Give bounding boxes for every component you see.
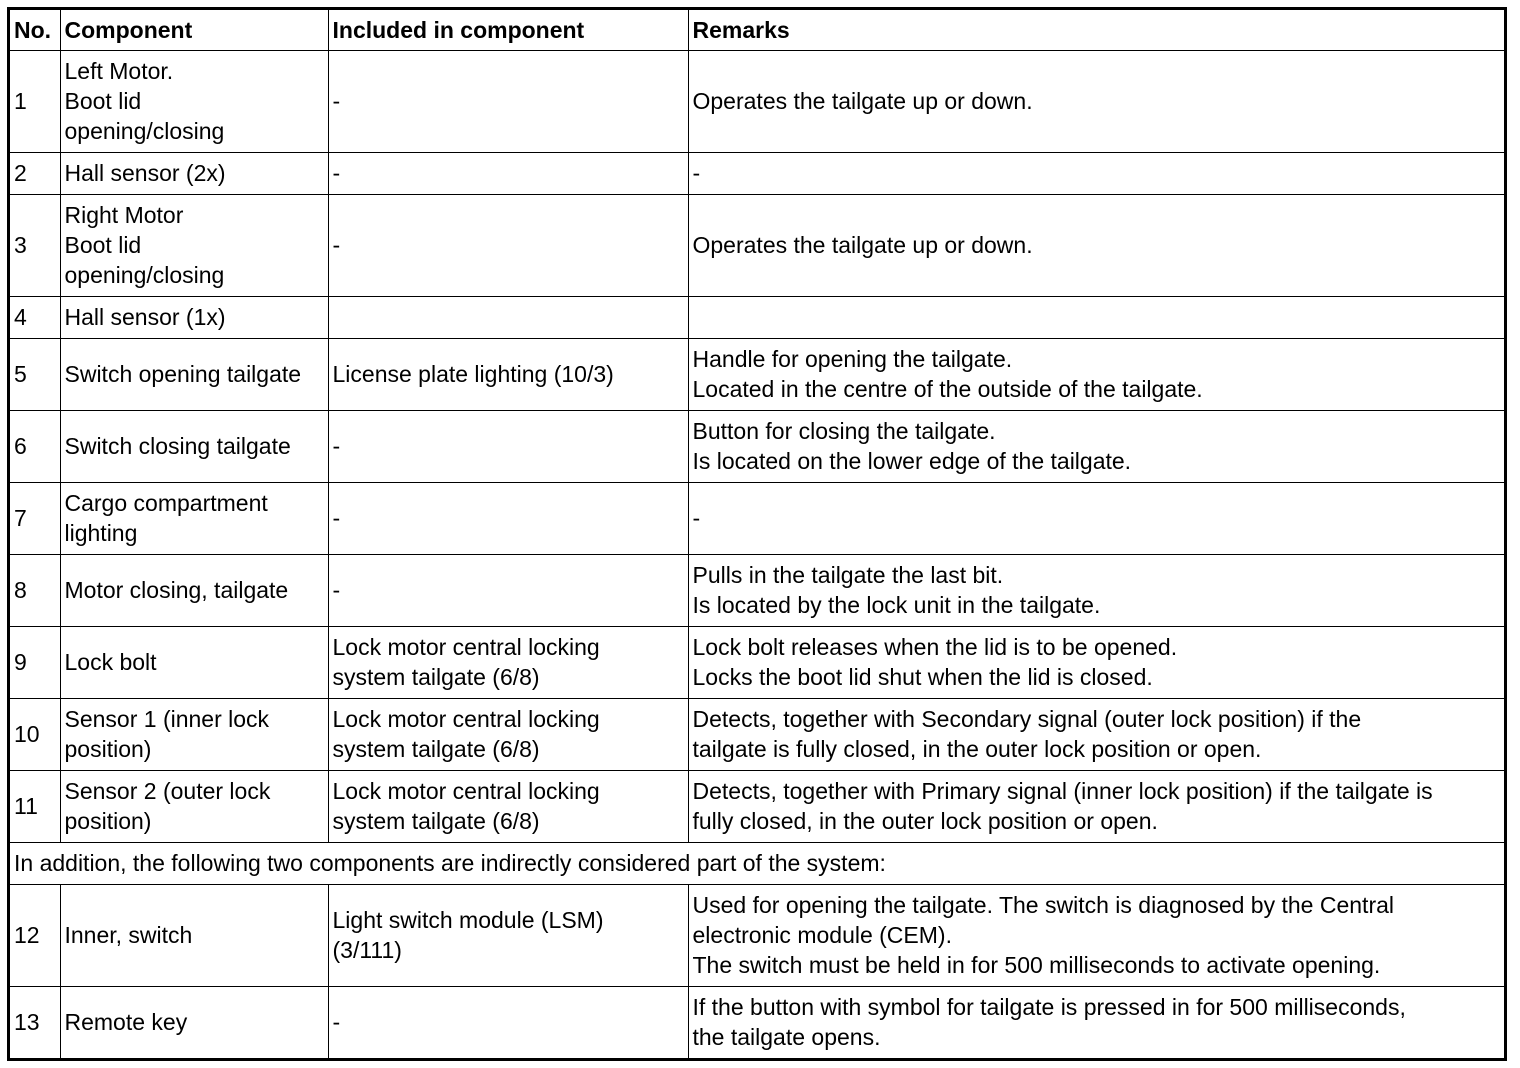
cell-included bbox=[328, 410, 688, 482]
cell-included bbox=[328, 986, 688, 1058]
cell-remarks bbox=[688, 698, 1504, 770]
table-row bbox=[10, 554, 1504, 626]
header-included: Included in component bbox=[328, 10, 688, 50]
table-row bbox=[10, 338, 1504, 410]
cell-no: 6 bbox=[10, 410, 60, 482]
cell-component-line: Switch opening tailgate bbox=[64, 361, 302, 387]
cell-no: 11 bbox=[10, 770, 60, 842]
cell-component-line: Motor closing, tailgate bbox=[64, 577, 289, 603]
cell-remarks bbox=[688, 884, 1504, 986]
table-row bbox=[10, 50, 1504, 152]
cell-component bbox=[60, 50, 328, 152]
cell-component-line: Sensor 1 (inner lock bbox=[64, 706, 270, 732]
table-row bbox=[10, 770, 1504, 842]
cell-included bbox=[328, 296, 688, 338]
cell-included-line: Light switch module (LSM) bbox=[332, 907, 604, 933]
cell-included bbox=[328, 482, 688, 554]
cell-no: 9 bbox=[10, 626, 60, 698]
table-row bbox=[10, 698, 1504, 770]
cell-remarks-line: If the button with symbol for tailgate is pressed in for 500 milliseconds, bbox=[692, 994, 1406, 1021]
cell-component bbox=[60, 554, 328, 626]
cell-included bbox=[328, 194, 688, 296]
cell-component bbox=[60, 152, 328, 194]
cell-remarks-line: Pulls in the tailgate the last bit. bbox=[692, 562, 1004, 588]
cell-component bbox=[60, 410, 328, 482]
cell-component bbox=[60, 194, 328, 296]
cell-remarks-line: Used for opening the tailgate. The switch is diagnosed by the Central bbox=[692, 892, 1394, 918]
cell-no: 3 bbox=[10, 194, 60, 296]
addition-note-row bbox=[10, 842, 1504, 884]
cell-remarks bbox=[688, 554, 1504, 626]
cell-remarks-line: Operates the tailgate up or down. bbox=[692, 232, 1033, 258]
cell-component bbox=[60, 482, 328, 554]
cell-included-line: Lock motor central locking bbox=[332, 634, 600, 660]
cell-remarks-line: electronic module (CEM). bbox=[692, 922, 952, 948]
cell-remarks-line: Handle for opening the tailgate. bbox=[692, 346, 1013, 372]
cell-remarks-line: the tailgate opens. bbox=[692, 1024, 881, 1051]
cell-remarks-line: tailgate is fully closed, in the outer lock position or open. bbox=[692, 736, 1262, 762]
cell-component-line: Boot lid bbox=[64, 88, 142, 114]
header-row bbox=[10, 10, 1504, 50]
cell-remarks-line: - bbox=[692, 160, 701, 186]
cell-component-line: Right Motor bbox=[64, 202, 184, 228]
cell-included-line: system tailgate (6/8) bbox=[332, 808, 540, 834]
cell-included-line: system tailgate (6/8) bbox=[332, 736, 540, 762]
cell-included-line: - bbox=[332, 88, 341, 114]
cell-no: 10 bbox=[10, 698, 60, 770]
cell-component-line: opening/closing bbox=[64, 262, 225, 288]
cell-component-line: Switch closing tailgate bbox=[64, 433, 291, 459]
table-body bbox=[10, 50, 1504, 1058]
cell-no: 8 bbox=[10, 554, 60, 626]
cell-remarks-line: Is located on the lower edge of the tailgate. bbox=[692, 448, 1132, 474]
cell-component bbox=[60, 884, 328, 986]
cell-remarks-line: - bbox=[692, 505, 701, 531]
header-remarks: Remarks bbox=[688, 10, 1504, 50]
cell-remarks bbox=[688, 296, 1504, 338]
cell-remarks-line: Located in the centre of the outside of the tailgate. bbox=[692, 376, 1203, 402]
cell-remarks bbox=[688, 770, 1504, 842]
cell-remarks bbox=[688, 338, 1504, 410]
cell-no: 13 bbox=[10, 986, 60, 1058]
cell-component bbox=[60, 770, 328, 842]
cell-remarks-line: The switch must be held in for 500 milliseconds to activate opening. bbox=[692, 952, 1381, 978]
cell-remarks bbox=[688, 986, 1504, 1058]
cell-included bbox=[328, 338, 688, 410]
table-row bbox=[10, 410, 1504, 482]
cell-no: 2 bbox=[10, 152, 60, 194]
cell-included bbox=[328, 152, 688, 194]
cell-remarks bbox=[688, 194, 1504, 296]
cell-remarks bbox=[688, 410, 1504, 482]
cell-included-line: - bbox=[332, 160, 341, 186]
cell-included-line: system tailgate (6/8) bbox=[332, 664, 540, 690]
cell-remarks bbox=[688, 482, 1504, 554]
table-row bbox=[10, 296, 1504, 338]
cell-remarks-line: Is located by the lock unit in the tailgate. bbox=[692, 592, 1101, 618]
cell-remarks bbox=[688, 626, 1504, 698]
cell-remarks-line: Locks the boot lid shut when the lid is closed. bbox=[692, 664, 1153, 690]
cell-no: 7 bbox=[10, 482, 60, 554]
cell-component bbox=[60, 986, 328, 1058]
cell-no: 4 bbox=[10, 296, 60, 338]
addition-note: In addition, the following two components are indirectly considered part of the system: bbox=[10, 842, 1504, 884]
cell-remarks-line: Detects, together with Primary signal (inner lock position) if the tailgate is bbox=[692, 778, 1433, 804]
cell-included bbox=[328, 50, 688, 152]
cell-component-line: Remote key bbox=[64, 1009, 188, 1036]
cell-component bbox=[60, 338, 328, 410]
cell-remarks-line: Detects, together with Secondary signal (outer lock position) if the bbox=[692, 706, 1362, 732]
component-table bbox=[10, 10, 1504, 1058]
cell-component bbox=[60, 698, 328, 770]
cell-component-line: Hall sensor (1x) bbox=[64, 304, 226, 330]
cell-remarks-line: Lock bolt releases when the lid is to be opened. bbox=[692, 634, 1178, 660]
cell-remarks-line: fully closed, in the outer lock position or open. bbox=[692, 808, 1158, 834]
table-row bbox=[10, 152, 1504, 194]
cell-included-line: Lock motor central locking bbox=[332, 706, 600, 732]
cell-component-line: Boot lid bbox=[64, 232, 142, 258]
cell-component-line: Cargo compartment bbox=[64, 490, 268, 516]
table-row bbox=[10, 626, 1504, 698]
cell-remarks-line: Button for closing the tailgate. bbox=[692, 418, 996, 444]
cell-component-line: position) bbox=[64, 736, 152, 762]
cell-component-line: opening/closing bbox=[64, 118, 225, 144]
table-row bbox=[10, 482, 1504, 554]
cell-component-line: Hall sensor (2x) bbox=[64, 160, 226, 186]
cell-component-line: Left Motor. bbox=[64, 58, 174, 84]
cell-no: 5 bbox=[10, 338, 60, 410]
component-table-wrapper bbox=[7, 7, 1507, 1061]
cell-included-line: (3/111) bbox=[332, 937, 402, 963]
cell-no: 1 bbox=[10, 50, 60, 152]
cell-included-line: - bbox=[332, 433, 341, 459]
header-no: No. bbox=[10, 10, 60, 50]
cell-remarks bbox=[688, 152, 1504, 194]
table-row bbox=[10, 986, 1504, 1058]
cell-included-line: Lock motor central locking bbox=[332, 778, 600, 804]
cell-no: 12 bbox=[10, 884, 60, 986]
cell-component bbox=[60, 626, 328, 698]
cell-included-line: - bbox=[332, 505, 341, 531]
cell-remarks bbox=[688, 50, 1504, 152]
cell-component-line: Inner, switch bbox=[64, 922, 193, 948]
header-component: Component bbox=[60, 10, 328, 50]
cell-included bbox=[328, 884, 688, 986]
cell-component-line: lighting bbox=[64, 520, 138, 546]
cell-remarks-line: Operates the tailgate up or down. bbox=[692, 88, 1033, 114]
cell-component-line: Lock bolt bbox=[64, 649, 157, 675]
cell-included-line: License plate lighting (10/3) bbox=[332, 361, 614, 387]
cell-included-line: - bbox=[332, 577, 341, 603]
table-row bbox=[10, 884, 1504, 986]
cell-included-line: - bbox=[332, 1009, 341, 1036]
cell-component-line: Sensor 2 (outer lock bbox=[64, 778, 271, 804]
cell-included-line: - bbox=[332, 232, 341, 258]
cell-included bbox=[328, 554, 688, 626]
cell-included bbox=[328, 626, 688, 698]
cell-included bbox=[328, 770, 688, 842]
cell-included bbox=[328, 698, 688, 770]
table-row bbox=[10, 194, 1504, 296]
cell-component bbox=[60, 296, 328, 338]
cell-component-line: position) bbox=[64, 808, 152, 834]
